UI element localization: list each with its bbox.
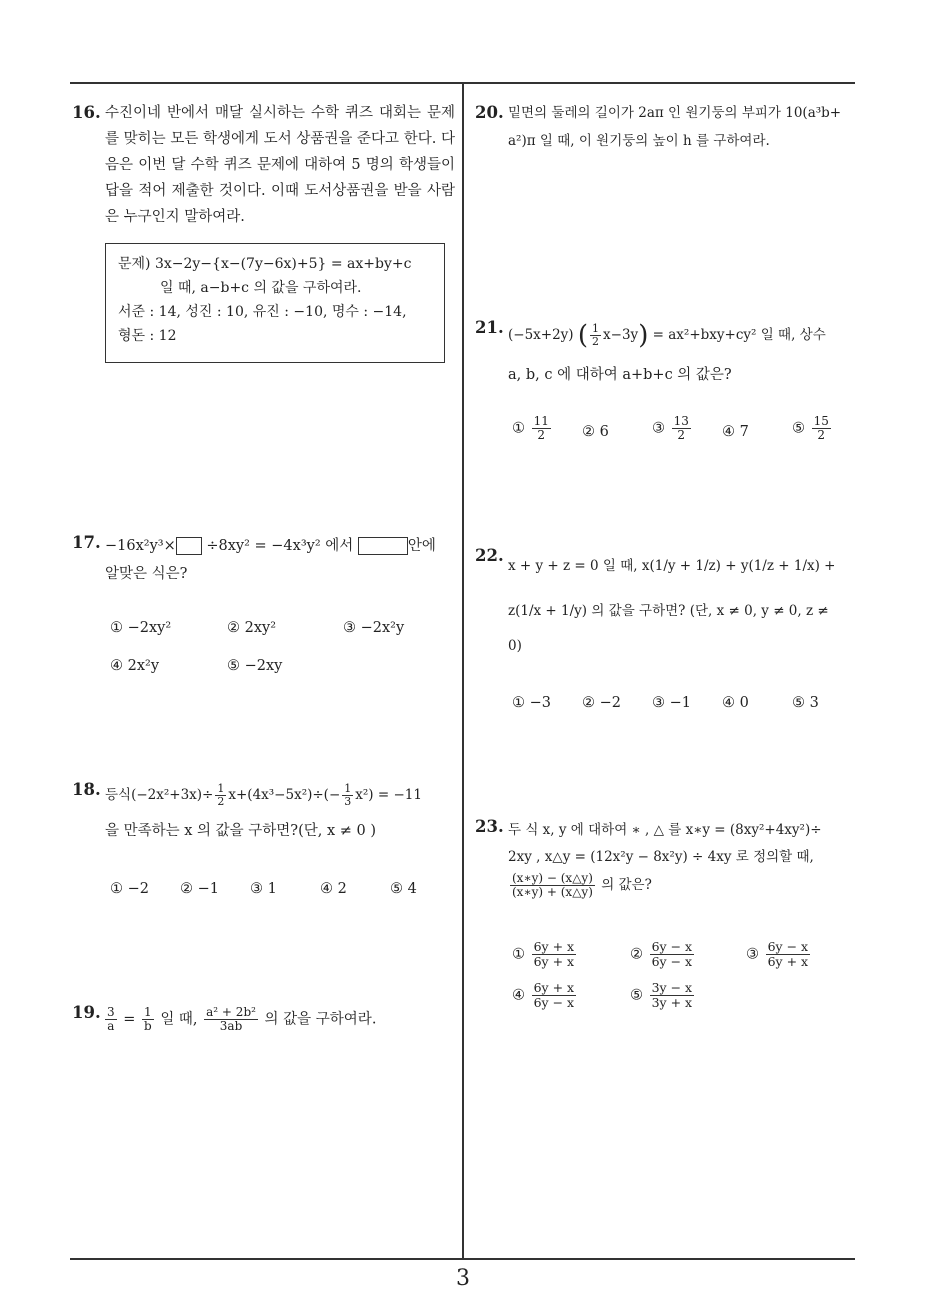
- q21-c3-num: 13: [673, 414, 689, 428]
- q21-choice-1-label: ①: [512, 420, 525, 437]
- q18-choice-4[interactable]: ④ 2: [320, 881, 347, 897]
- q17-choice-4[interactable]: ④ 2x²y: [110, 658, 160, 674]
- q23-choice-2-label: ②: [630, 946, 643, 963]
- box-line-1: 문제) 3x−2y−{x−(7y−6x)+5} = ax+by+c: [118, 256, 412, 272]
- q21-c5-num: 15: [813, 414, 829, 428]
- q18-fraction-1: [215, 783, 226, 808]
- q21-c5-den: 2: [817, 428, 826, 443]
- q18-frac1-numerator: 1: [217, 781, 225, 795]
- q19-f2-numerator: 1: [142, 1006, 154, 1020]
- q19-fraction-expression: [204, 1006, 258, 1033]
- question-23-line2: 2xy , x△y = (12x²y − 8x²y) ÷ 4xy 로 정의할 때,: [508, 849, 814, 865]
- question-23-line3: [508, 872, 652, 899]
- q23-tail-text: 의 값은?: [601, 877, 652, 894]
- box-line-2: 일 때, a−b+c 의 값을 구하여라.: [160, 280, 362, 296]
- q17-choice-5[interactable]: ⑤ −2xy: [227, 658, 283, 674]
- q19-equals: =: [123, 1011, 136, 1028]
- box-line-3: 서준 : 14, 성진 : 10, 유진 : −10, 명수 : −14,: [118, 304, 407, 320]
- q18-frac2-denominator: 3: [344, 795, 352, 808]
- q21-choice-1[interactable]: [512, 415, 553, 442]
- question-16-problem-box: [105, 243, 445, 363]
- q19-f3-denominator: 3ab: [219, 1019, 243, 1034]
- q21-choice-4-label: ④: [722, 424, 735, 440]
- q23-choice-5[interactable]: [630, 981, 696, 1010]
- question-19-number: 19.: [72, 1003, 101, 1022]
- q23-choice-3-fraction: [766, 940, 811, 969]
- q19-mid-text: 일 때,: [160, 1011, 198, 1028]
- question-21-line2: a, b, c 에 대하여 a+b+c 의 값은?: [508, 367, 732, 383]
- question-20-line2: a²)π 일 때, 이 원기둥의 높이 h 를 구하여라.: [508, 133, 770, 149]
- q18-frac2-numerator: 1: [344, 781, 352, 795]
- page-number: 3: [456, 1266, 470, 1291]
- q18-choice-5[interactable]: ⑤ 4: [390, 881, 417, 897]
- question-17-line2: 알맞은 식은?: [105, 566, 188, 582]
- question-16-number: 16.: [72, 103, 101, 122]
- question-18-line1: [105, 782, 422, 808]
- q19-fraction-1-over-b: [142, 1006, 154, 1033]
- q21-choice-3-label: ③: [652, 420, 665, 437]
- q22-choice-1[interactable]: ① −3: [512, 695, 551, 711]
- q23-c2-den: 6y − x: [651, 953, 693, 969]
- q23-choice-5-fraction: [650, 981, 695, 1010]
- q18-choice-2[interactable]: ② −1: [180, 881, 219, 897]
- q18-choice-3[interactable]: ③ 1: [250, 881, 277, 897]
- question-20-line1: 밑면의 둘레의 길이가 2aπ 인 원기둥의 부피가 10(a³b+: [508, 105, 842, 121]
- q21-paren-close: ): [638, 320, 649, 351]
- q23-c2-num: 6y − x: [651, 939, 693, 954]
- q19-tail-text: 의 값을 구하여라.: [264, 1011, 377, 1028]
- q17-choice-2[interactable]: ② 2xy²: [227, 620, 277, 636]
- q23-c3-den: 6y + x: [767, 953, 809, 969]
- q21-c1-num: 11: [533, 414, 549, 428]
- q17-choice-3[interactable]: ③ −2x²y: [343, 620, 405, 636]
- q19-f1-denominator: a: [107, 1019, 115, 1034]
- q21-f-denominator: 2: [592, 335, 600, 348]
- q23-choice-1[interactable]: [512, 940, 578, 969]
- q21-choice-5[interactable]: [792, 415, 833, 442]
- q21-c3-den: 2: [677, 428, 686, 443]
- q21-expr-b: x−3y: [603, 327, 639, 343]
- q19-f2-denominator: b: [144, 1019, 152, 1034]
- question-17-number: 17.: [72, 533, 101, 552]
- q22-choice-3[interactable]: ③ −1: [652, 695, 691, 711]
- q17-blank-box-2: [358, 537, 408, 555]
- q23-c5-den: 3y + x: [651, 994, 693, 1010]
- q21-f-numerator: 1: [592, 321, 600, 335]
- question-18-number: 18.: [72, 780, 101, 799]
- q21-choice-4-value: 7: [739, 424, 749, 440]
- q23-choice-1-fraction: [532, 940, 577, 969]
- question-22-line3: 0): [508, 638, 522, 654]
- question-17-line1: [105, 533, 460, 559]
- question-22-number: 22.: [475, 546, 504, 565]
- q23-choice-1-label: ①: [512, 946, 525, 963]
- box-line-4: 형돈 : 12: [118, 328, 177, 344]
- q21-expr-c: = ax²+bxy+cy² 일 때, 상수: [652, 327, 826, 343]
- q18-expr-b: x+(4x³−5x²)÷(−: [228, 787, 341, 803]
- q19-f1-numerator: 3: [107, 1005, 115, 1019]
- q17-expr-c: 안에: [407, 538, 436, 554]
- q23-c4-num: 6y + x: [533, 980, 575, 995]
- q21-choice-2-label: ②: [582, 424, 595, 440]
- q23-c1-den: 6y + x: [533, 953, 575, 969]
- q21-choice-5-fraction: [812, 415, 831, 442]
- question-21-line1: [508, 322, 826, 349]
- q18-choice-1[interactable]: ① −2: [110, 881, 149, 897]
- q23-choice-3[interactable]: [746, 940, 812, 969]
- q17-expr-a: −16x²y³×: [105, 538, 176, 554]
- q19-fraction-3-over-a: [105, 1006, 117, 1033]
- q17-expr-b: ÷8xy² = −4x³y² 에서: [206, 538, 354, 554]
- question-23-number: 23.: [475, 817, 504, 836]
- question-19-line: [103, 1006, 376, 1033]
- q21-choice-2[interactable]: [582, 424, 609, 440]
- q23-choice-2-fraction: [650, 940, 695, 969]
- q19-f3-numerator: a² + 2b²: [206, 1005, 256, 1019]
- question-22-line2: z(1/x + 1/y) 의 값을 구하면? (단, x ≠ 0, y ≠ 0, z ≠: [508, 603, 829, 619]
- q23-fraction-expression: [510, 872, 595, 899]
- q22-choice-2[interactable]: ② −2: [582, 695, 621, 711]
- q21-choice-1-fraction: [532, 415, 551, 442]
- q23-c1-num: 6y + x: [533, 939, 575, 954]
- q21-choice-3[interactable]: [652, 415, 693, 442]
- q21-choice-4[interactable]: [722, 424, 749, 440]
- q21-expr-a: (−5x+2y): [508, 327, 574, 343]
- q23-c3-num: 6y − x: [767, 939, 809, 954]
- q23-choice-3-label: ③: [746, 946, 759, 963]
- bottom-rule: [70, 1258, 855, 1260]
- q23-c5-num: 3y − x: [651, 980, 693, 995]
- q23-c4-den: 6y − x: [533, 994, 575, 1010]
- q22-choice-5[interactable]: ⑤ 3: [792, 695, 819, 711]
- q23-choice-5-label: ⑤: [630, 987, 643, 1004]
- q22-choice-4[interactable]: ④ 0: [722, 695, 749, 711]
- q23-choice-4-fraction: [532, 981, 577, 1010]
- q18-expr-c: x²) = −11: [355, 787, 422, 803]
- question-20-number: 20.: [475, 103, 504, 122]
- question-18-line2: 을 만족하는 x 의 값을 구하면?(단, x ≠ 0 ): [105, 823, 376, 839]
- q21-choice-2-value: 6: [599, 424, 609, 440]
- q21-paren-open: (: [577, 320, 589, 351]
- question-21-number: 21.: [475, 318, 504, 337]
- q18-fraction-2: [342, 783, 353, 808]
- column-divider: [462, 83, 464, 1258]
- q23-choice-4-label: ④: [512, 987, 525, 1004]
- q21-choice-3-fraction: [672, 415, 691, 442]
- q18-frac1-denominator: 2: [217, 795, 225, 808]
- q23-choice-2[interactable]: [630, 940, 696, 969]
- question-23-line1: 두 식 x, y 에 대하여 ∗ , △ 를 x∗y = (8xy²+4xy²)÷: [508, 822, 822, 838]
- q23-frac-denominator: (x∗y) + (x△y): [512, 885, 593, 900]
- q21-c1-den: 2: [537, 428, 546, 443]
- q17-choice-1[interactable]: ① −2xy²: [110, 620, 172, 636]
- q18-expr-a: 등식(−2x²+3x)÷: [105, 787, 214, 803]
- q21-fraction-half: [590, 323, 601, 348]
- q23-choice-4[interactable]: [512, 981, 578, 1010]
- question-16-text: 수진이네 반에서 매달 실시하는 수학 퀴즈 대회는 문제를 맞히는 모든 학생에게 도서 상품권을 준다고 한다. 다음은 이번 달 수학 퀴즈 문제에 대하여 5 명의 학생들이 답을 적어 제출한 것이다. 이때 도서상품권을 받을 사람은 누구인지 말하여라.: [105, 105, 455, 225]
- q17-blank-box-1: [176, 537, 202, 555]
- q23-frac-numerator: (x∗y) − (x△y): [512, 871, 593, 885]
- q21-choice-5-label: ⑤: [792, 420, 805, 437]
- question-22-line1: x + y + z = 0 일 때, x(1/y + 1/z) + y(1/z + 1/x) +: [508, 558, 836, 574]
